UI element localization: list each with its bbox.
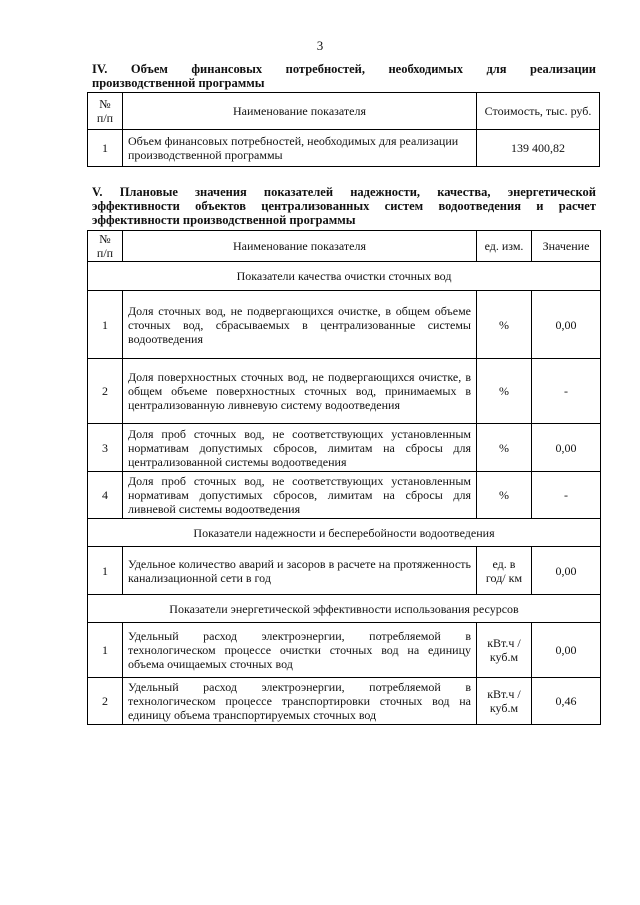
row-value: 0,00 xyxy=(532,623,601,678)
page-number: 3 xyxy=(316,38,324,53)
section-4-title-line: производственной программы xyxy=(92,76,265,90)
indicators-table xyxy=(87,230,601,725)
group-row xyxy=(88,262,601,291)
section-4-title-line: IV. Объем финансовых потребностей, необходимых для реализации xyxy=(92,62,596,76)
header-num: № п/п xyxy=(88,93,123,130)
row-num: 1 xyxy=(88,130,123,167)
row-num: 1 xyxy=(88,291,123,359)
row-value: - xyxy=(532,359,601,424)
table-header-row xyxy=(88,231,601,262)
row-value: 139 400,82 xyxy=(477,130,600,167)
group-title: Показатели качества очистки сточных вод xyxy=(88,262,601,291)
row-name: Объем финансовых потребностей, необходимых для реализации производственной программы xyxy=(123,130,477,167)
section-5-title-line: эффективности объектов централизованных систем водоотведения и расчет xyxy=(92,199,596,213)
row-name: Удельное количество аварий и засоров в расчете на протяженность канализационной сети в год xyxy=(123,547,477,595)
row-unit: кВт.ч / куб.м xyxy=(477,623,532,678)
row-unit: % xyxy=(477,472,532,519)
table-row xyxy=(88,547,601,595)
table-row xyxy=(88,623,601,678)
row-value: 0,00 xyxy=(532,424,601,472)
section-4-title xyxy=(92,62,596,90)
table-row xyxy=(88,678,601,725)
row-name: Доля проб сточных вод, не соответствующих установленным нормативам допустимых сбросов, лимитам на сбросы для ливневой системы водоотведения xyxy=(123,472,477,519)
table-row xyxy=(88,359,601,424)
table-row xyxy=(88,130,600,167)
group-row xyxy=(88,595,601,623)
header-unit: ед. изм. xyxy=(477,231,532,262)
row-unit: % xyxy=(477,424,532,472)
header-name: Наименование показателя xyxy=(123,93,477,130)
row-name: Доля сточных вод, не подвергающихся очистке, в общем объеме сточных вод, сбрасываемых в централизованные системы водоотведения xyxy=(123,291,477,359)
row-value: 0,00 xyxy=(532,291,601,359)
row-unit: % xyxy=(477,291,532,359)
row-name: Удельный расход электроэнергии, потребляемой в технологическом процессе транспортировки сточных вод на единицу объема транспортируемых сточных вод xyxy=(123,678,477,725)
row-value: - xyxy=(532,472,601,519)
row-num: 1 xyxy=(88,623,123,678)
table-row xyxy=(88,424,601,472)
section-5-title xyxy=(92,185,596,227)
row-name: Доля проб сточных вод, не соответствующих установленным нормативам допустимых сбросов, лимитам на сбросы для централизованной системы водоотведения xyxy=(123,424,477,472)
row-num: 2 xyxy=(88,678,123,725)
row-name: Удельный расход электроэнергии, потребляемой в технологическом процессе очистки сточных вод на единицу объема очищаемых сточных вод xyxy=(123,623,477,678)
header-name: Наименование показателя xyxy=(123,231,477,262)
row-value: 0,46 xyxy=(532,678,601,725)
row-num: 3 xyxy=(88,424,123,472)
row-value: 0,00 xyxy=(532,547,601,595)
table-row xyxy=(88,291,601,359)
row-unit: кВт.ч / куб.м xyxy=(477,678,532,725)
group-title: Показатели энергетической эффективности использования ресурсов xyxy=(88,595,601,623)
group-title: Показатели надежности и бесперебойности водоотведения xyxy=(88,519,601,547)
table-row xyxy=(88,472,601,519)
group-row xyxy=(88,519,601,547)
header-cost: Стоимость, тыс. руб. xyxy=(477,93,600,130)
row-unit: % xyxy=(477,359,532,424)
row-num: 1 xyxy=(88,547,123,595)
section-5-title-line: эффективности производственной программы xyxy=(92,213,356,227)
row-num: 4 xyxy=(88,472,123,519)
row-name: Доля поверхностных сточных вод, не подвергающихся очистке, в общем объеме поверхностных сточных вод, принимаемых в централизованную ливневую систему водоотведения xyxy=(123,359,477,424)
row-unit: ед. в год/ км xyxy=(477,547,532,595)
financial-needs-table xyxy=(87,92,600,167)
header-value: Значение xyxy=(532,231,601,262)
section-5-title-line: V. Плановые значения показателей надежности, качества, энергетической xyxy=(92,185,596,199)
row-num: 2 xyxy=(88,359,123,424)
header-num: № п/п xyxy=(88,231,123,262)
table-header-row xyxy=(88,93,600,130)
